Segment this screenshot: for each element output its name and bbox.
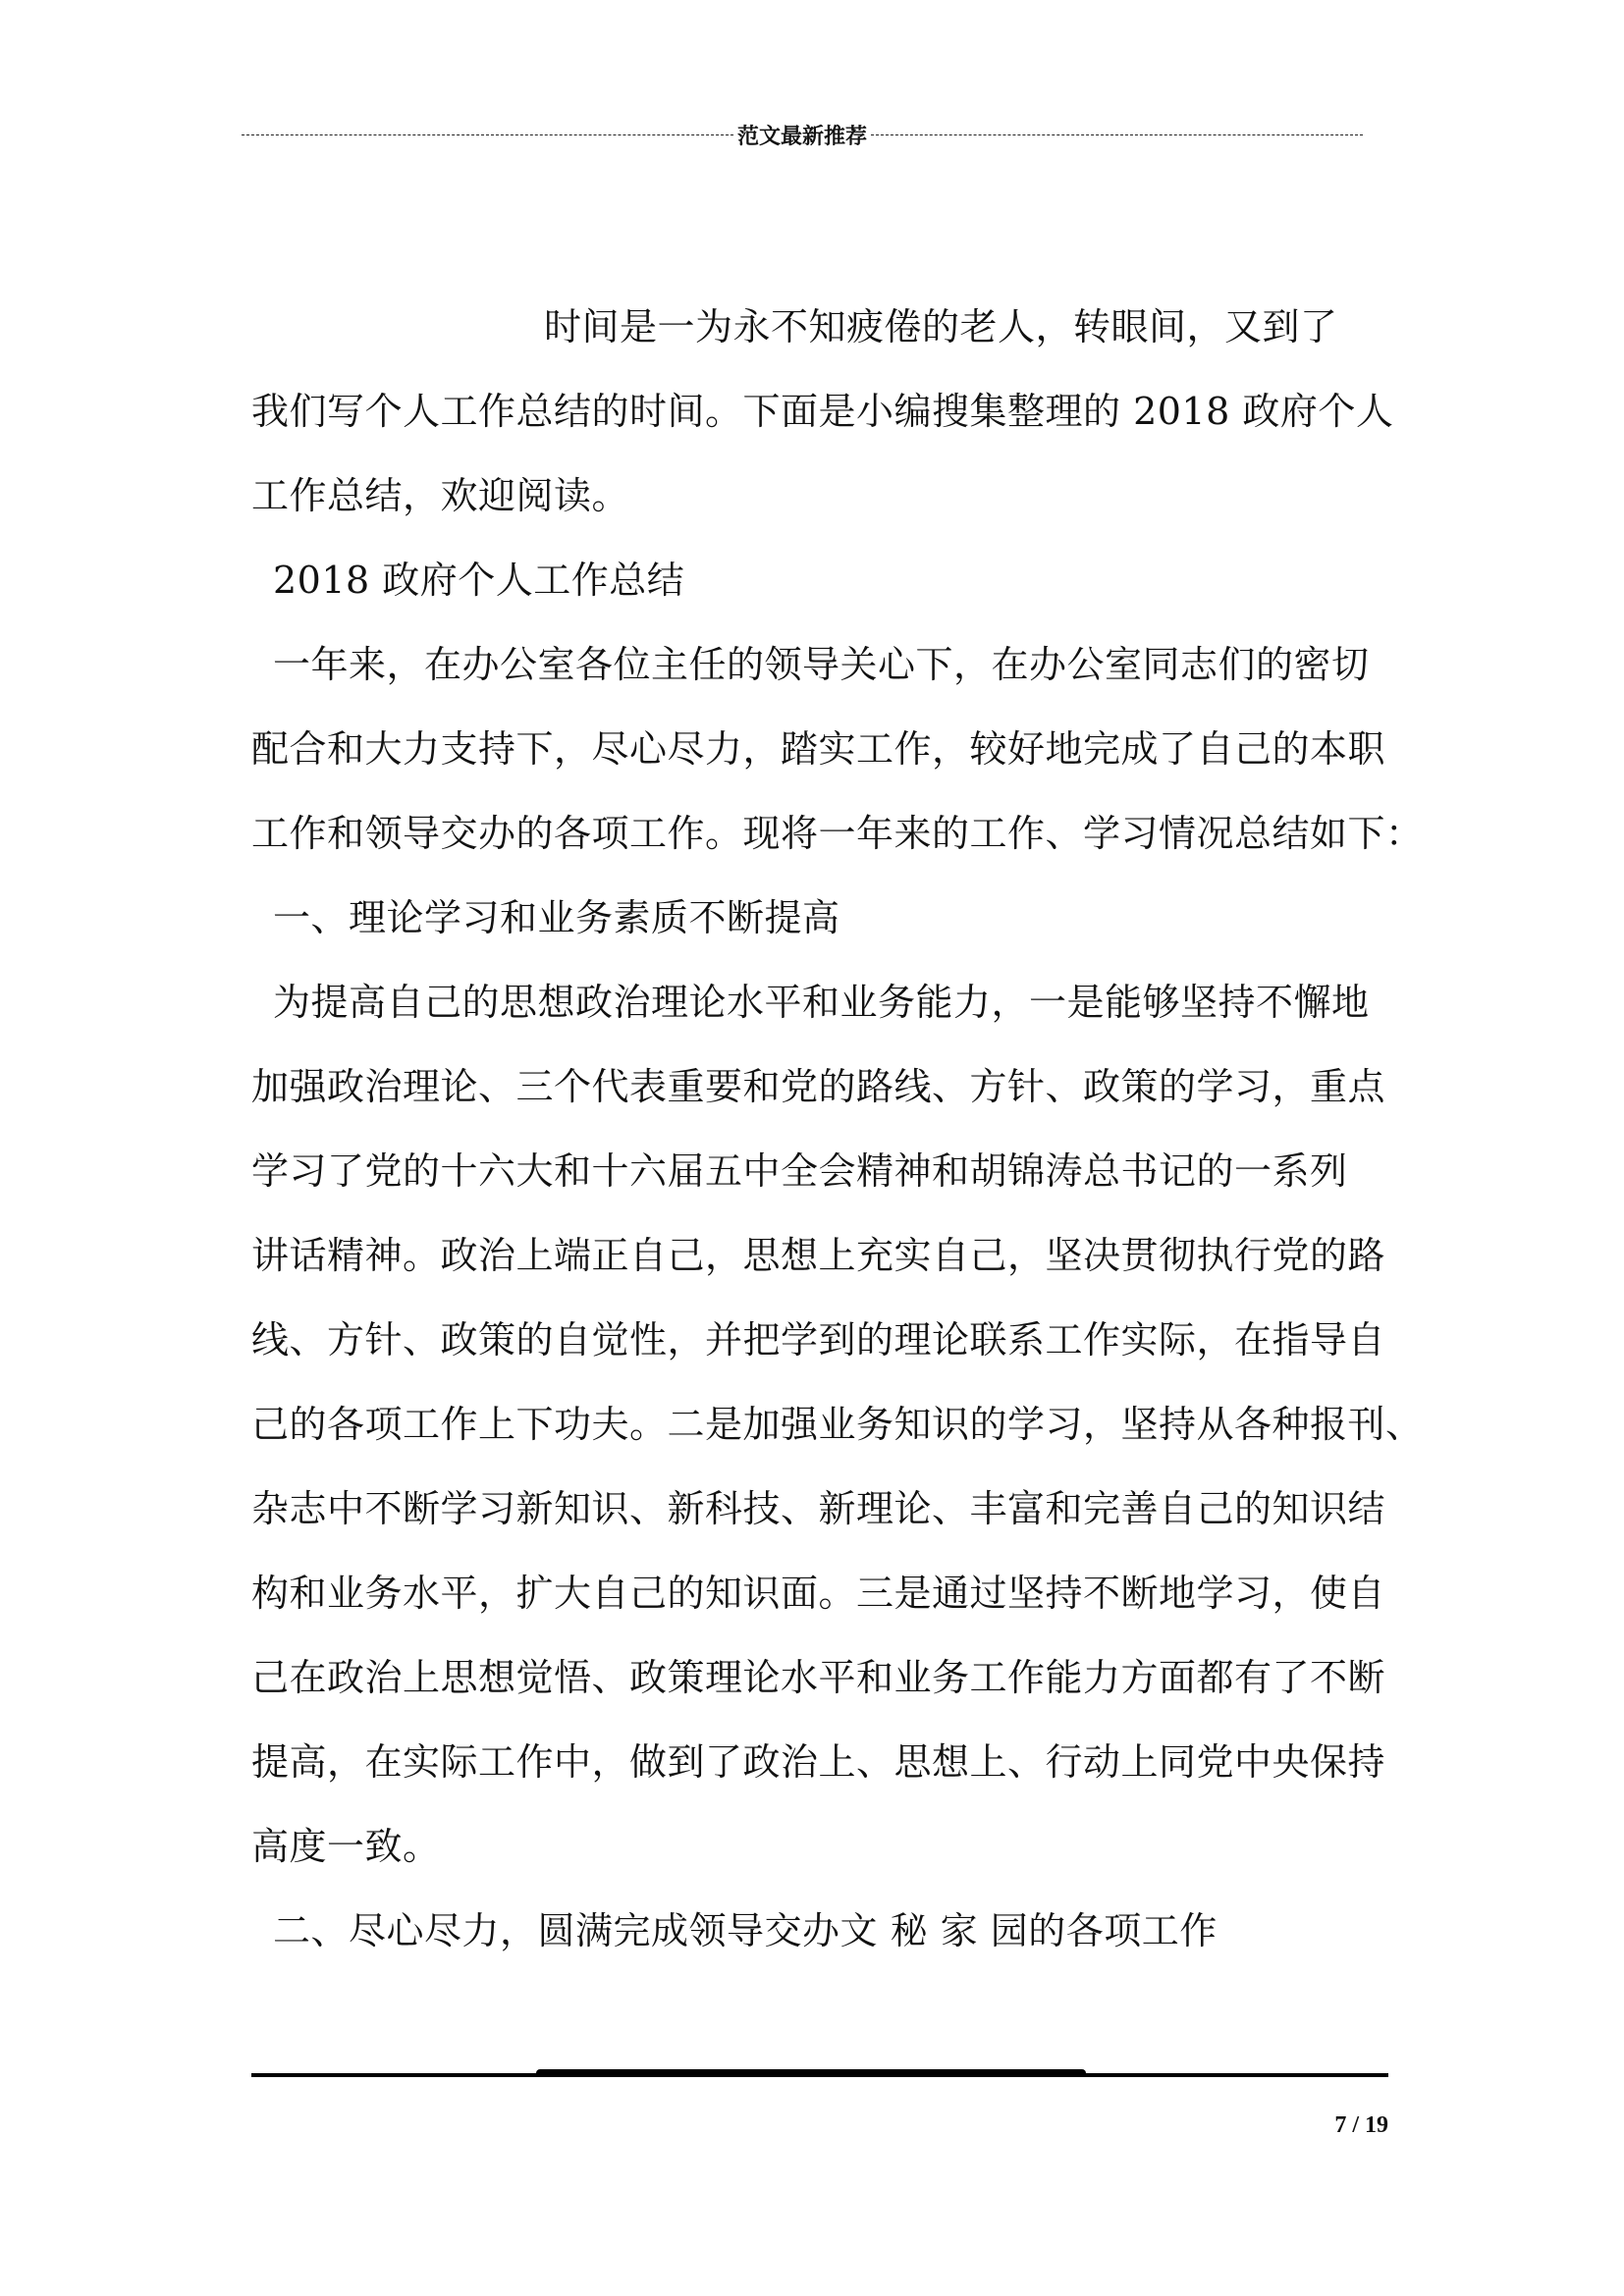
- document-body: [251, 285, 1424, 1973]
- intro-line-2: 我们写个人工作总结的时间。下面是小编搜集整理的 2018 政府个人: [251, 390, 1394, 433]
- para-study-line-3: 学习了党的十六大和十六届五中全会精神和胡锦涛总书记的一系列: [251, 1149, 1348, 1193]
- para-study-line-4: 讲话精神。政治上端正自己，思想上充实自己，坚决贯彻执行党的路: [251, 1234, 1386, 1277]
- header-dash-left: [242, 134, 733, 135]
- section-heading-2: 二、尽心尽力，圆满完成领导交办文 秘 家 园的各项工作: [273, 1909, 1218, 1952]
- para-overview-line-3: 工作和领导交办的各项工作。现将一年来的工作、学习情况总结如下：: [251, 812, 1424, 855]
- para-study-line-11: 高度一致。: [251, 1825, 441, 1868]
- para-overview-line-2: 配合和大力支持下，尽心尽力，踏实工作，较好地完成了自己的本职: [251, 727, 1386, 771]
- footer-rule-thick: [536, 2069, 1086, 2077]
- para-study-line-9: 己在政治上思想觉悟、政策理论水平和业务工作能力方面都有了不断: [251, 1656, 1386, 1699]
- section-heading-1: 一、理论学习和业务素质不断提高: [273, 896, 840, 939]
- para-study-line-1: 为提高自己的思想政治理论水平和业务能力，一是能够坚持不懈地: [273, 981, 1370, 1024]
- header-dash-right: [871, 134, 1363, 135]
- page-header: [242, 120, 1363, 149]
- intro-line-3: 工作总结，欢迎阅读。: [251, 474, 630, 517]
- para-study-line-7: 杂志中不断学习新知识、新科技、新理论、丰富和完善自己的知识结: [251, 1487, 1386, 1530]
- para-study-line-5: 线、方针、政策的自觉性，并把学到的理论联系工作实际，在指导自: [251, 1318, 1386, 1362]
- page-number: 7 / 19: [1334, 2112, 1388, 2138]
- document-heading: 2018 政府个人工作总结: [273, 559, 685, 602]
- header-title: 范文最新推荐: [737, 124, 868, 149]
- para-study-line-6: 己的各项工作上下功夫。二是加强业务知识的学习，坚持从各种报刊、: [251, 1403, 1424, 1446]
- para-study-line-2: 加强政治理论、三个代表重要和党的路线、方针、政策的学习，重点: [251, 1065, 1386, 1108]
- para-overview-line-1: 一年来，在办公室各位主任的领导关心下，在办公室同志们的密切: [273, 643, 1370, 686]
- para-study-line-8: 构和业务水平，扩大自己的知识面。三是通过坚持不断地学习，使自: [251, 1572, 1386, 1615]
- intro-line-1: 时间是一为永不知疲倦的老人，转眼间，又到了: [544, 305, 1338, 348]
- para-study-line-10: 提高，在实际工作中，做到了政治上、思想上、行动上同党中央保持: [251, 1740, 1386, 1784]
